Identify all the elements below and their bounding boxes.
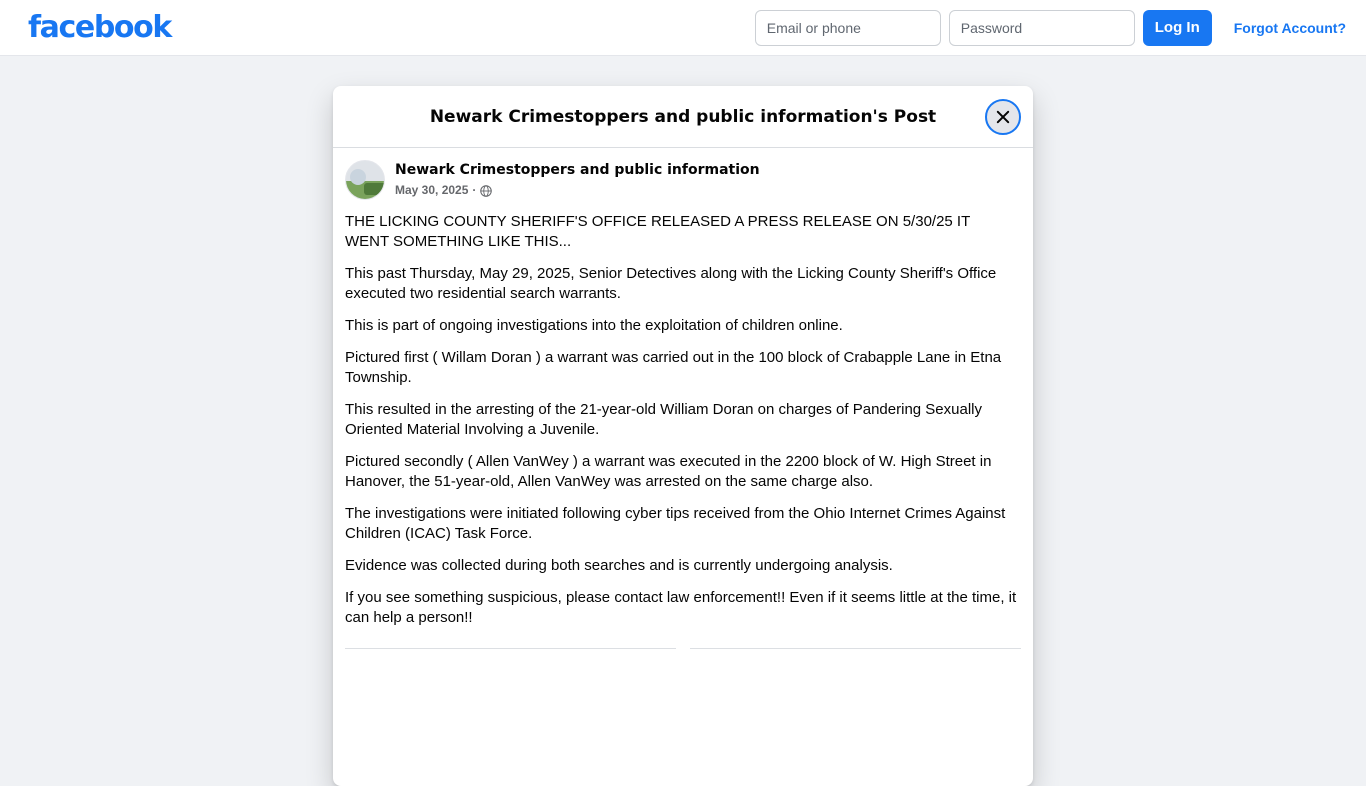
post-paragraph: The investigations were initiated following cyber tips received from the Ohio Internet Crimes Against Children (ICAC) Task Force. xyxy=(345,505,1006,542)
globe-icon[interactable] xyxy=(480,185,492,197)
log-in-button[interactable]: Log In xyxy=(1143,10,1212,46)
post xyxy=(333,148,1033,786)
post-image-placeholder[interactable] xyxy=(345,648,676,786)
facebook-logo[interactable]: facebook xyxy=(28,9,171,45)
post-image-placeholder[interactable] xyxy=(690,648,1021,786)
login-form xyxy=(755,10,1346,46)
post-paragraph: Evidence was collected during both searches and is currently undergoing analysis. xyxy=(345,557,893,574)
post-author-name[interactable]: Newark Crimestoppers and public information xyxy=(395,162,760,178)
close-icon xyxy=(995,109,1011,125)
email-or-phone-input[interactable] xyxy=(755,10,941,46)
password-input[interactable] xyxy=(949,10,1135,46)
post-paragraph: This past Thursday, May 29, 2025, Senior Detectives along with the Licking County Sheriff's Office executed two residential search warrants. xyxy=(345,265,997,302)
post-dialog xyxy=(333,86,1033,786)
post-meta xyxy=(385,160,760,199)
post-attachments xyxy=(333,640,1033,786)
post-paragraph: Pictured first ( Willam Doran ) a warrant was carried out in the 100 block of Crabapple Lane in Etna Township. xyxy=(345,349,1002,386)
post-date[interactable]: May 30, 2025 xyxy=(395,183,469,197)
facebook-top-bar xyxy=(0,0,1366,56)
post-paragraph: THE LICKING COUNTY SHERIFF'S OFFICE RELEASED A PRESS RELEASE ON 5/30/25 IT WENT SOMETHING LIKE THIS... xyxy=(345,213,970,250)
dialog-title: Newark Crimestoppers and public information's Post xyxy=(429,106,937,127)
dialog-header xyxy=(333,86,1033,148)
post-paragraph: Pictured secondly ( Allen VanWey ) a warrant was executed in the 2200 block of W. High Street in Hanover, the 51-year-old, Allen VanWey was arrested on the same charge also. xyxy=(345,453,992,490)
post-paragraph: This resulted in the arresting of the 21-year-old William Doran on charges of Pandering Sexually Oriented Material Involving a Juvenile. xyxy=(345,401,982,438)
post-text xyxy=(333,200,1033,628)
forgot-account-link[interactable]: Forgot Account? xyxy=(1233,19,1346,36)
post-header xyxy=(333,160,1033,200)
post-paragraph: If you see something suspicious, please contact law enforcement!! Even if it seems little at the time, it can help a person!! xyxy=(345,589,1017,626)
close-button[interactable] xyxy=(985,99,1021,135)
avatar[interactable] xyxy=(345,160,385,200)
meta-separator: · xyxy=(472,183,477,197)
post-paragraph: This is part of ongoing investigations into the exploitation of children online. xyxy=(345,317,843,334)
post-timestamp-row xyxy=(395,182,760,199)
